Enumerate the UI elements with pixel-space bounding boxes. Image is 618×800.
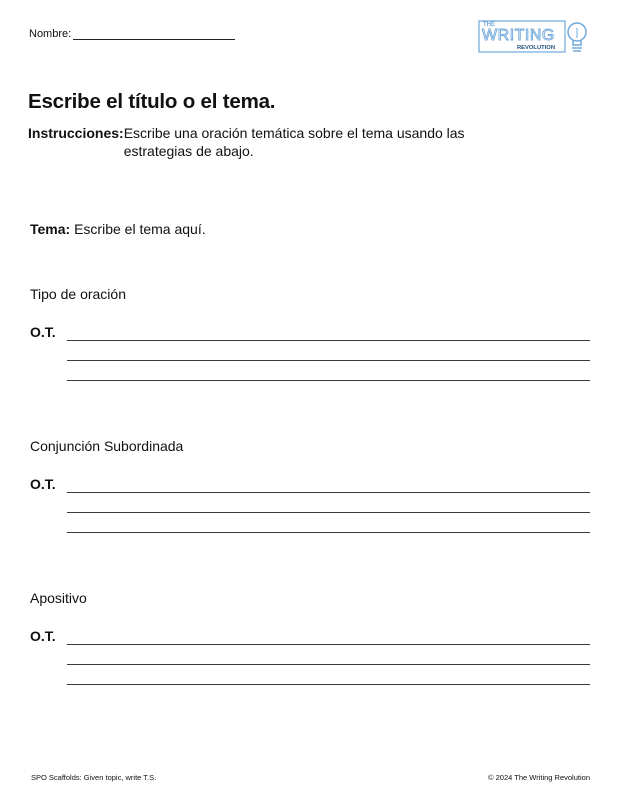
svg-text:WRITING: WRITING [482,27,555,44]
writing-line[interactable] [67,512,590,513]
page-title: Escribe el título o el tema. [28,90,276,113]
writing-line[interactable] [67,492,590,493]
ot-label: O.T. [30,628,56,644]
svg-text:REVOLUTION: REVOLUTION [517,45,556,51]
ot-label: O.T. [30,324,56,340]
name-input-line[interactable] [73,28,235,40]
topic-text: Escribe el tema aquí. [74,221,206,237]
section-label-sentence-type: Tipo de oración [30,286,126,302]
instructions-text: Escribe una oración temática sobre el tema usando las estrategias de abajo. [123,125,465,159]
writing-line[interactable] [67,340,590,341]
writing-line[interactable] [67,684,590,685]
writing-revolution-logo [478,18,592,56]
writing-line[interactable] [67,532,590,533]
writing-line[interactable] [67,664,590,665]
instructions [28,124,524,160]
instructions-label: Instrucciones: [28,125,124,141]
footer-copyright: © 2024 The Writing Revolution [488,773,590,782]
name-field [29,28,235,40]
topic-row [30,221,206,237]
writing-line[interactable] [67,380,590,381]
writing-line[interactable] [67,360,590,361]
writing-line[interactable] [67,644,590,645]
lightbulb-icon [568,23,586,51]
section-label-appositive: Apositivo [30,590,87,606]
section-label-subordinating-conjunction: Conjunción Subordinada [30,438,184,454]
name-label: Nombre: [29,28,72,40]
footer-left-text: SPO Scaffolds: Given topic, write T.S. [31,773,157,782]
ot-label: O.T. [30,476,56,492]
topic-label: Tema: [30,221,71,237]
svg-text:THE: THE [483,22,495,28]
